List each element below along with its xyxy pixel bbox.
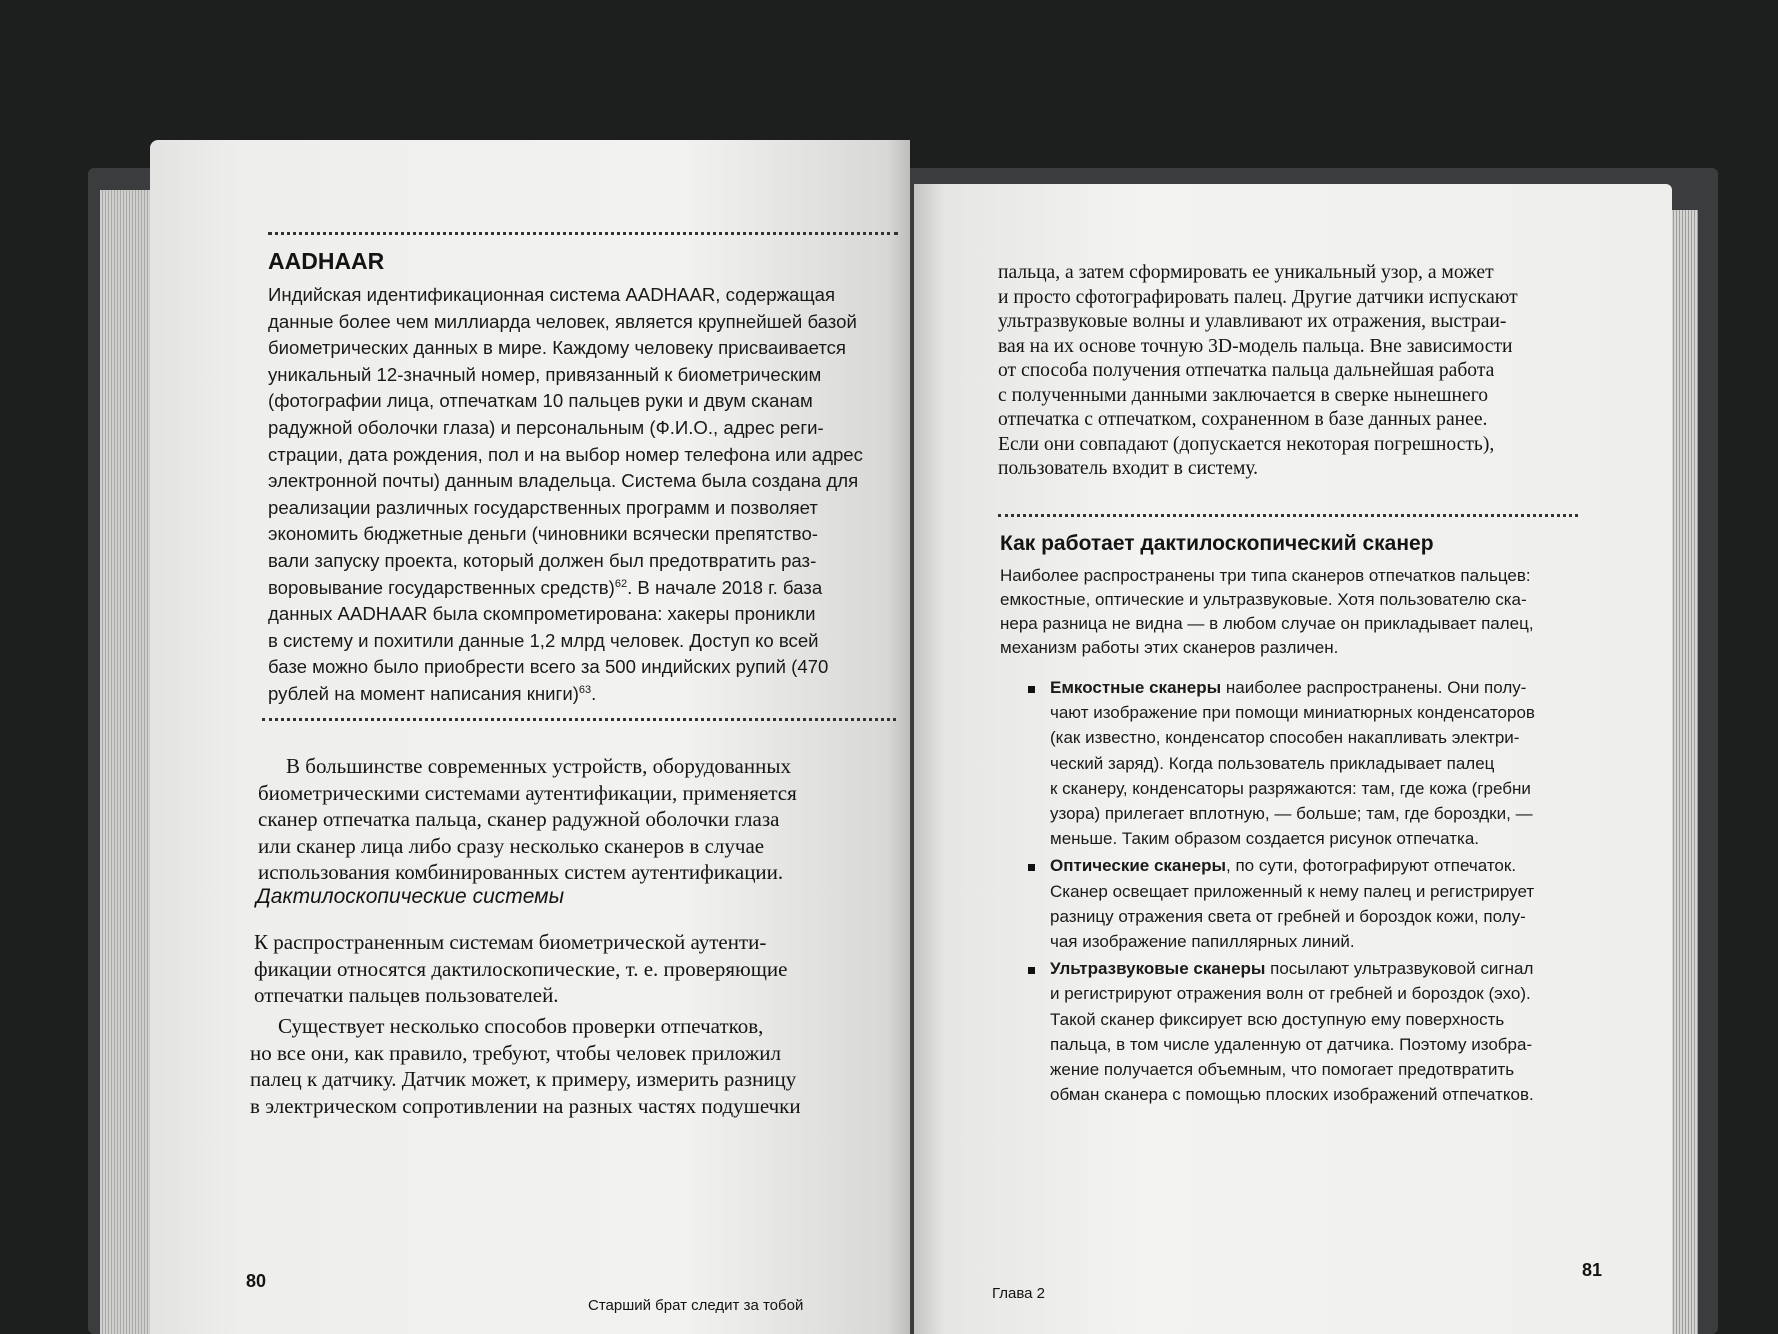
paragraph-line xyxy=(258,834,764,859)
line-text: данные более чем миллиарда человек, является крупнейшей базой xyxy=(268,310,857,332)
box-line xyxy=(268,444,863,466)
line-text: рублей на момент написания книги) xyxy=(268,683,579,704)
paragraph-line xyxy=(250,1067,796,1092)
line-text: В большинстве современных устройств, оборудованных xyxy=(286,754,791,778)
line-text: и просто сфотографировать палец. Другие датчики испускают xyxy=(998,286,1518,308)
line-text: радужной оболочки глаза) и персональным (Ф.И.О., адрес реги- xyxy=(268,417,824,438)
line-text: К распространенным системам биометрической аутенти- xyxy=(254,930,767,954)
box-title: Как работает дактилоскопический сканер xyxy=(1000,532,1434,555)
bullet-text: , по сути, фотографируют отпечаток. xyxy=(1226,856,1517,876)
subheading: Дактилоскопические системы xyxy=(256,885,565,908)
running-title: Глава 2 xyxy=(992,1285,1046,1302)
box-line xyxy=(268,311,857,333)
bullet-marker xyxy=(1028,864,1035,871)
line-text: пользователь входит в систему. xyxy=(998,458,1259,479)
paragraph-line xyxy=(278,1014,763,1039)
bullet-term: Оптические сканеры xyxy=(1050,856,1227,876)
bullet-term: Емкостные сканеры xyxy=(1050,678,1222,697)
bullet-term: Ультразвуковые сканеры xyxy=(1050,959,1266,979)
line-text: жение получается объемным, что помогает предотвратить xyxy=(1050,1060,1515,1079)
paragraph-line xyxy=(254,930,766,955)
line-text: Наиболее распространены три типа сканеров отпечатков пальцев: xyxy=(1000,566,1531,585)
intro-line xyxy=(1000,638,1338,658)
box-line xyxy=(268,550,816,572)
bullet-line xyxy=(1050,804,1533,824)
line-text: . В начале 2018 г. база xyxy=(627,576,823,598)
line-text: (фотографии лица, отпечаткам 10 пальцев руки и двум сканам xyxy=(268,390,813,412)
line-text: Существует несколько способов проверки отпечатков, xyxy=(278,1014,764,1038)
bullet-line xyxy=(1050,754,1494,774)
line-text: . xyxy=(591,683,597,704)
paragraph-line xyxy=(250,1094,801,1119)
paragraph-line xyxy=(998,360,1494,382)
bullet-line xyxy=(1050,882,1534,902)
paragraph-line xyxy=(998,336,1513,358)
bullet-line xyxy=(1050,932,1355,952)
running-title: Старший брат следит за тобой xyxy=(588,1297,804,1314)
box-line xyxy=(268,470,858,492)
box-line xyxy=(268,630,819,652)
box-line xyxy=(268,497,818,519)
line-text: и регистрируют отражения волн от гребней и бороздок (эхо). xyxy=(1050,984,1531,1004)
line-text: от способа получения отпечатка пальца дальнейшая работа xyxy=(998,360,1495,381)
line-text: сканер отпечатка пальца, сканер радужной оболочки глаза xyxy=(258,807,780,831)
line-text: ческий заряд). Когда пользователь прикладывает палец xyxy=(1050,753,1495,773)
box-line xyxy=(268,656,828,678)
box-line xyxy=(268,417,824,439)
line-text: чая изображение папиллярных линий. xyxy=(1050,932,1355,951)
line-text: в систему и похитили данные 1,2 млрд человек. Доступ ко всей xyxy=(268,629,819,651)
line-text: или сканер лица либо сразу несколько сканеров в случае xyxy=(258,833,765,858)
paragraph-line xyxy=(998,409,1487,431)
bullet-item xyxy=(1050,678,1526,698)
box-line xyxy=(268,364,821,386)
intro-line xyxy=(1000,590,1527,610)
bullet-line xyxy=(1050,1010,1504,1030)
box-line xyxy=(268,603,816,625)
paragraph-line xyxy=(998,311,1506,333)
bullet-text: наиболее распространены. Они полу- xyxy=(1221,678,1527,697)
line-text: фикации относятся дактилоскопические, т. е. проверяющие xyxy=(254,956,788,981)
bullet-line xyxy=(1050,779,1531,799)
line-text: отпечатки пальцев пользователей. xyxy=(254,983,559,1007)
line-text: страции, дата рождения, пол и на выбор номер телефона или адрес xyxy=(268,443,863,465)
line-text: пальца, в том числе удаленную от датчика. Поэтому изобра- xyxy=(1050,1034,1533,1054)
line-text: вая на их основе точную 3D-модель пальца. Вне зависимости xyxy=(998,335,1513,357)
line-text: пальца, а затем сформировать ее уникальный узор, а может xyxy=(998,262,1494,283)
paragraph-line xyxy=(250,1041,781,1066)
bullet-line xyxy=(1050,728,1519,748)
bullet-line xyxy=(1050,703,1535,723)
box-line xyxy=(268,577,822,599)
line-text: электронной почты) данным владельца. Система была создана для xyxy=(268,470,859,492)
bullet-line xyxy=(1050,1085,1534,1105)
page-number: 80 xyxy=(246,1271,267,1291)
bullet-line xyxy=(1050,984,1531,1004)
box-line xyxy=(268,523,818,545)
line-text: Если они совпадают (допускается некоторая погрешность), xyxy=(998,433,1495,455)
footnote-ref: 62 xyxy=(614,577,628,590)
line-text: отпечатка с отпечатком, сохраненном в базе данных ранее. xyxy=(998,409,1488,430)
line-text: механизм работы этих сканеров различен. xyxy=(1000,638,1339,657)
box-bottom-rule xyxy=(262,718,896,721)
paragraph-line xyxy=(254,957,787,982)
line-text: палец к датчику. Датчик может, к примеру, измерить разницу xyxy=(250,1067,797,1091)
paragraph-line xyxy=(258,807,779,832)
line-text: реализации различных государственных программ и позволяет xyxy=(268,496,818,518)
paragraph-line xyxy=(998,458,1258,480)
bullet-item xyxy=(1050,959,1533,979)
line-text: вали запуску проекта, который должен был предотвратить раз- xyxy=(268,550,817,571)
line-text: уникальный 12-значный номер, привязанный к биометрическим xyxy=(268,363,822,385)
line-text: базе можно было приобрести всего за 500 индийских рупий (470 xyxy=(268,656,829,678)
line-text: Индийская идентификационная система AADHAAR, содержащая xyxy=(268,284,836,305)
line-text: использования комбинированных систем аутентификации. xyxy=(258,860,784,884)
bullet-item xyxy=(1050,856,1516,876)
left-page xyxy=(150,140,910,1334)
line-text: но все они, как правило, требуют, чтобы человек приложил xyxy=(250,1040,781,1065)
paragraph-line xyxy=(998,287,1518,309)
box-line xyxy=(268,390,813,412)
line-text: Сканер освещает приложенный к нему палец и регистрирует xyxy=(1050,881,1535,901)
line-text: чают изображение при помощи миниатюрных конденсаторов xyxy=(1050,703,1535,723)
line-text: нера разница не видна — в любом случае он прикладывает палец, xyxy=(1000,614,1534,633)
page-number: 81 xyxy=(1582,1260,1603,1280)
footnote-ref: 63 xyxy=(578,683,592,696)
bullet-line xyxy=(1050,1035,1532,1055)
box-line xyxy=(268,284,835,306)
line-text: Такой сканер фиксирует всю доступную ему поверхность xyxy=(1050,1009,1505,1029)
line-text: экономить бюджетные деньги (чиновники всячески препятство- xyxy=(268,523,819,545)
box-line xyxy=(268,683,596,705)
line-text: в электрическом сопротивлении на разных частях подушечки xyxy=(250,1093,801,1118)
line-text: данных AADHAAR была скомпрометирована: хакеры проникли xyxy=(268,603,816,625)
bullet-text: посылают ультразвуковой сигнал xyxy=(1265,959,1534,979)
box-top-rule xyxy=(998,514,1578,517)
paragraph-line xyxy=(254,983,559,1008)
line-text: ультразвуковые волны и улавливают их отражения, выстраи- xyxy=(998,311,1507,332)
bullet-marker xyxy=(1028,967,1035,974)
paragraph-line xyxy=(286,754,791,779)
paragraph-line xyxy=(998,262,1494,284)
line-text: узора) прилегает вплотную, — больше; там, где бороздки, — xyxy=(1050,804,1533,823)
box-top-rule xyxy=(268,232,898,235)
bullet-marker xyxy=(1028,686,1035,693)
right-page xyxy=(914,184,1672,1334)
line-text: меньше. Таким образом создается рисунок отпечатка. xyxy=(1050,829,1480,849)
line-text: воровывание государственных средств) xyxy=(268,576,615,598)
paragraph-line xyxy=(998,434,1494,456)
line-text: обман сканера с помощью плоских изображений отпечатков. xyxy=(1050,1085,1534,1105)
line-text: (как известно, конденсатор способен накапливать электри- xyxy=(1050,728,1520,748)
right-page-edges xyxy=(1668,210,1698,1334)
box-line xyxy=(268,337,846,359)
bullet-line xyxy=(1050,829,1479,849)
intro-line xyxy=(1000,614,1534,634)
paragraph-line xyxy=(998,385,1488,407)
line-text: с полученными данными заключается в сверке нынешнего xyxy=(998,384,1489,406)
line-text: биометрических данных в мире. Каждому человеку присваивается xyxy=(268,337,846,359)
paragraph-line xyxy=(258,860,783,885)
box-title: AADHAAR xyxy=(268,248,385,274)
bullet-line xyxy=(1050,1060,1514,1080)
intro-line xyxy=(1000,566,1531,586)
line-text: разницу отражения света от гребней и бороздок кожи, полу- xyxy=(1050,906,1526,926)
paragraph-line xyxy=(258,781,797,806)
bullet-line xyxy=(1050,907,1526,927)
line-text: емкостные, оптические и ультразвуковые. Хотя пользователю ска- xyxy=(1000,590,1527,609)
line-text: биометрическими системами аутентификации, применяется xyxy=(258,780,797,805)
line-text: к сканеру, конденсаторы разряжаются: там, где кожа (гребни xyxy=(1050,778,1531,798)
